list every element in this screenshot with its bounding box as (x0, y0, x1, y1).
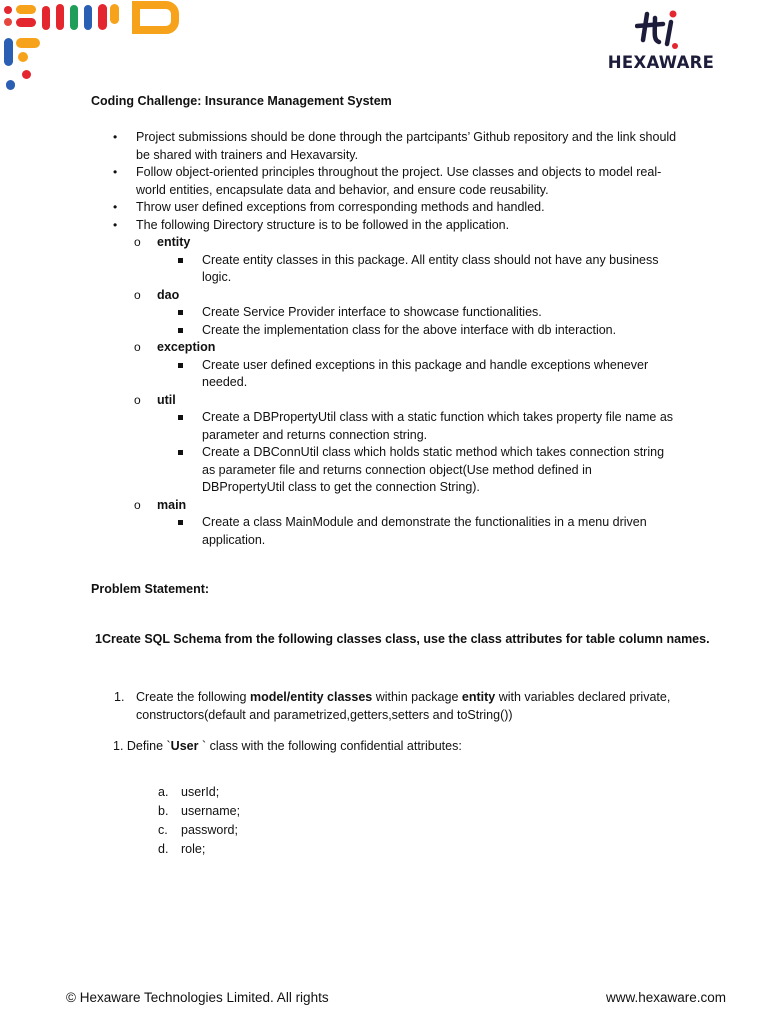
bullet-item: • Throw user defined exceptions from corresponding methods and handled. (112, 199, 677, 217)
logo-wordmark: HEXAWARE (607, 53, 715, 72)
problem-statement-heading: Problem Statement: (91, 582, 210, 596)
square-bullet (178, 520, 183, 525)
square-bullet (178, 328, 183, 333)
square-bullet (178, 258, 183, 263)
requirements-list (112, 129, 677, 549)
package-main: o main Create a class MainModule and demonstrate the functionalities in a menu driven application. (112, 497, 677, 550)
package-item: Create a DBPropertyUtil class with a static function which takes property file name as parameter and returns connection string. (157, 409, 677, 444)
circle-bullet: o (134, 287, 141, 302)
package-util: o util Create a DBPropertyUtil class with a static function which takes property file name as parameter and returns connection string. Create a DBConnUtil class which holds static method which takes connection string as parameter file and returns connection object(Use method defined in DBPropertyUtil class to get the connection String). (112, 392, 677, 497)
square-bullet (178, 450, 183, 455)
bullet-item: • Follow object-oriented principles throughout the project. Use classes and objects to model real-world entities, encapsulate data and behavior, and ensure code reusability. (113, 165, 662, 197)
header-decoration (0, 0, 180, 95)
attribute-item: c. password; (158, 823, 238, 837)
package-item: Create user defined exceptions in this package and handle exceptions whenever needed. (157, 357, 677, 392)
bullet-glyph: • (113, 165, 118, 179)
footer-copyright: © Hexaware Technologies Limited. All rights (66, 990, 329, 1005)
attribute-item: d. role; (158, 842, 206, 856)
square-bullet (178, 415, 183, 420)
directory-structure (136, 234, 677, 549)
bullet-glyph: • (113, 130, 118, 144)
user-attributes-list (158, 784, 240, 860)
attribute-item: b. username; (158, 804, 241, 818)
hexaware-logo (605, 10, 717, 76)
attribute-item: a. userId; (158, 785, 220, 799)
circle-bullet: o (134, 340, 141, 354)
document-title: Coding Challenge: Insurance Management System (91, 94, 392, 108)
package-entity: o entity Create entity classes in this package. All entity class should not have any business logic. (112, 234, 677, 287)
package-exception: o exception Create user defined exceptions in this package and handle exceptions whenever needed. (112, 339, 677, 392)
package-item: Create the implementation class for the above interface with db interaction. (157, 322, 677, 340)
bullet-glyph: • (113, 200, 118, 214)
package-item: Create Service Provider interface to showcase functionalities. (157, 304, 677, 322)
bullet-glyph: • (113, 217, 118, 232)
package-dao: o dao Create Service Provider interface to showcase functionalities. Create the implementation class for the above interface with db interaction. (112, 287, 677, 340)
footer-website-link[interactable]: www.hexaware.com (606, 990, 727, 1005)
schema-instruction: 1Create SQL Schema from the following classes class, use the class attributes for table column names. (95, 632, 710, 646)
square-bullet (178, 310, 183, 315)
circle-bullet: o (134, 235, 141, 249)
bullet-item: • The following Directory structure is to be followed in the application. o entity Create entity classes in this package. All entity class should not have any business logic. o dao Create Service Provider interface to showcase functionalities. Create the implementation class for the above interface with db interaction. o exception Create user defined exceptions in this package and handle exceptions whenever needed. o util Create a DBPropertyUtil class with a static function which takes property file name as parameter and returns connection string. Create a DBConnUtil class which holds static method which takes connection string as parameter file and returns connection object(Use method defined in DBPropertyUtil class to get the connection String). o main Create a class MainModule and demonstrate the functionalities in a menu driven application. (112, 217, 677, 550)
square-bullet (178, 363, 183, 368)
package-item: Create a DBConnUtil class which holds static method which takes connection string as parameter file and returns connection object(Use method defined in DBPropertyUtil class to get the connection String). (157, 444, 677, 497)
package-item: Create entity classes in this package. All entity class should not have any business logic. (157, 252, 677, 287)
step-1: 1. Create the following model/entity classes within package entity with variables declared private, constructors(default and parametrized,getters,setters and toString()) (114, 690, 671, 722)
define-user-class: 1. Define `User ` class with the following confidential attributes: (113, 739, 462, 753)
bullet-item: • Project submissions should be done through the partcipants’ Github repository and the link should be shared with trainers and Hexavarsity. (113, 130, 677, 162)
hexaware-logo-mark (635, 10, 687, 52)
circle-bullet: o (134, 392, 141, 407)
circle-bullet: o (134, 497, 141, 512)
package-item: Create a class MainModule and demonstrate the functionalities in a menu driven application. (157, 514, 677, 549)
